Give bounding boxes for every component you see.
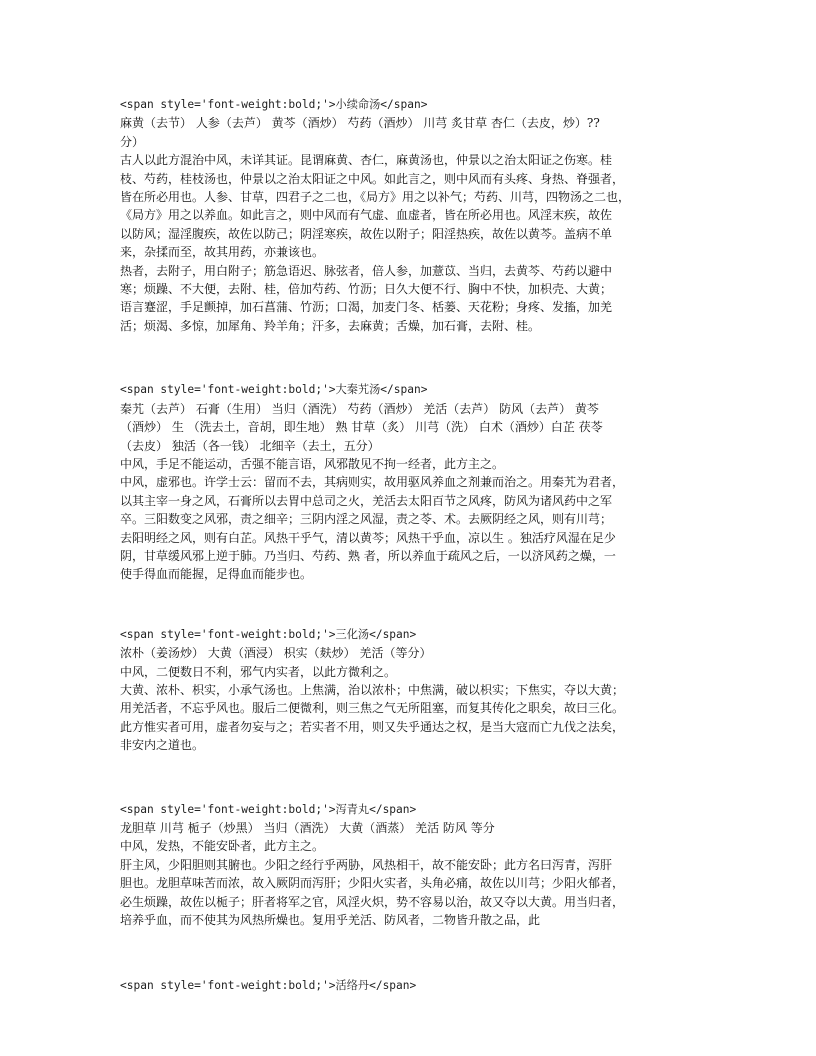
text-line: 培养乎血，而不使其为风热所燥也。复用乎羌活、防风者，二物皆升散之品，此 [120,913,541,928]
text-line: 皆在所必用也。人参、甘草，四君子之二也，《局方》用之以补气；芍药、川芎，四物汤之二也， [120,190,631,205]
section-title-line: <span style='font-weight:bold;'>大秦艽汤</span> [120,383,428,397]
text-line: 去阳明经之风，则有白芷。风热干乎气，清以黄芩；风热干乎血，凉以生 。独活疗风湿在足少 [120,530,616,545]
text-line: 以其主宰一身之风，石膏所以去胃中总司之火，羌活去太阳百节之风疼，防风为诸风药中之军 [120,493,613,508]
text-line: 寒；烦躁、不大便，去附、桂，倍加芍药、竹沥；日久大便不行、胸中不快，加枳壳、大黄； [120,282,613,297]
text-line: 浓朴（姜汤炒） 大黄（酒浸） 枳实（麸炒） 羌活（等分） [120,646,432,661]
text-line: 中风，手足不能运动，舌强不能言语，风邪散见不拘一经者，此方主之。 [120,456,505,471]
text-line: 胆也。龙胆草味苦而浓，故入厥阴而泻肝；少阳火实者，头角必痛，故佐以川芎；少阳火郁者， [120,876,625,891]
text-line: 来，杂揉而至，故其用药，亦兼该也。 [120,245,325,260]
section-title-line: <span style='font-weight:bold;'>泻青丸</span> [120,802,417,816]
text-line: 使手得血而能握，足得血而能步也。 [120,567,313,582]
section-san-hua-tang [120,626,700,755]
text-line: 卒。三阳数变之风邪，责之细辛；三阴内淫之风湿，责之苓、术。去厥阴经之风，则有川芎； [120,512,613,527]
section-xie-qing-wan [120,801,700,930]
text-line: 分） [120,134,145,149]
text-line: 以防风；湿淫腹疾，故佐以防己；阴淫寒疾，故佐以附子；阳淫热疾，故佐以黄芩。盖病不单 [120,226,613,241]
text-line: 活；烦渴、多惊，加犀角、羚羊角；汗多，去麻黄；舌燥，加石膏，去附、桂。 [120,318,541,333]
text-line: 古人以此方混治中风，未详其证。昆谓麻黄、杏仁，麻黄汤也，仲景以之治太阳证之伤寒。桂 [120,153,613,168]
text-line: 语言蹇涩，手足颤掉，加石菖蒲、竹沥；口渴，加麦门冬、栝蒌、天花粉；身疼、发搐，加羌 [120,300,613,315]
text-line: 必生烦躁，故佐以栀子；肝者将军之官，风淫火炽，势不容易以治，故又夺以大黄。用当归者， [120,894,625,909]
text-line: 热者，去附子，用白附子；筋急语迟、脉弦者，倍人参，加薏苡、当归，去黄芩、芍药以避中 [120,263,613,278]
text-line: 阴，甘草缓风邪上逆于肺。乃当归、芍药、熟 者，所以养血于疏风之后，一以济风药之燥，一 [120,548,616,563]
text-line: 用羌活者，不忘乎风也。服后二便微利，则三焦之气无所阻塞，而复其传化之职矣，故曰三化。 [120,701,625,716]
text-line: 中风，虚邪也。许学士云：留而不去，其病则实，故用驱风养血之剂兼而治之。用秦艽为君者， [120,475,625,490]
text-line: 龙胆草 川芎 栀子（炒黑） 当归（酒洗） 大黄（酒蒸） 羌活 防风 等分 [120,821,495,835]
section-title-line: <span style='font-weight:bold;'>活络丹</span> [120,979,417,993]
text-line: 《局方》用之以养血。如此言之，则中风而有气虚、血虚者，皆在所必用也。风淫末疾，故佐 [120,208,613,223]
section-gap [120,755,700,801]
text-line: 非安内之道也。 [120,738,205,753]
text-line: （去皮） 独活（各一钱） 北细辛（去土，五分） [120,438,380,453]
section-gap [120,335,700,381]
text-line: 大黄、浓朴、枳实，小承气汤也。上焦满，治以浓朴；中焦满，破以枳实；下焦实，夺以大黄； [120,682,625,697]
text-line: 此方惟实者可用，虚者勿妄与之；若实者不用，则又失乎通达之权，是当大寇而亡九伐之法矣， [120,719,625,734]
section-title-line: <span style='font-weight:bold;'>小续命汤</span> [120,98,428,111]
text-line: 中风，二便数日不利，邪气内实者，以此方微利之。 [120,664,397,679]
section-da-qin-jiao-tang [120,381,700,583]
text-line: 麻黄（去节） 人参（去芦） 黄芩（酒炒） 芍药（酒炒） 川芎 炙甘草 杏仁（去皮，炒）?? [120,116,600,131]
section-gap [120,929,700,977]
section-huo-luo-dan [120,977,700,995]
text-line: 肝主风，少阳胆则其腑也。少阳之经行乎两胁，风热相干，故不能安卧；此方名曰泻青，泻肝 [120,857,613,872]
text-line: 秦艽（去芦） 石膏（生用） 当归（酒洗） 芍药（酒炒） 羌活（去芦） 防风（去芦） 黄芩 [120,401,599,416]
section-gap [120,584,700,626]
text-line: 枝、芍药，桂枝汤也，仲景以之治太阳证之中风。如此言之，则中风而有头疼、身热、脊强者， [120,171,625,186]
document-page [120,96,700,996]
text-line: （酒炒） 生 （洗去土，音胡，即生地） 熟 甘草（炙） 川芎（洗） 白术（酒炒）白芷 茯苓 [120,420,603,435]
text-line: 中风，发热，不能安卧者，此方主之。 [120,839,325,854]
section-xiao-xu-ming-tang [120,96,700,335]
section-title-line: <span style='font-weight:bold;'>三化汤</span> [120,627,417,641]
